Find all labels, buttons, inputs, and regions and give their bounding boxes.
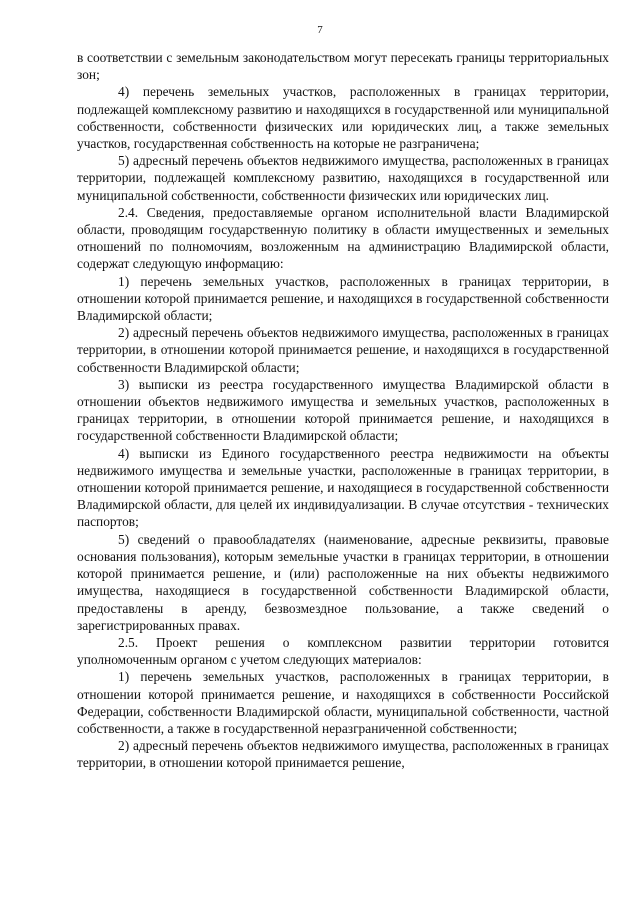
paragraph-2-4-item-3: 3) выписки из реестра государственного имущества Владимирской области в отношении объектов недвижимого имущества и земельных участков, расположенных в границах территории, в отношении которой принимается решение, и находящихся в государственной собственности Владимирской области; bbox=[77, 376, 609, 444]
paragraph-2-4-item-5: 5) сведений о правообладателях (наименование, адресные реквизиты, правовые основания пользования), которым земельные участки в границах территории, в отношении которой принимается решение, и (или) расположенные на них объекты недвижимого имущества, находящиеся в государственной собственности Владимирской области, предоставлены в аренду, безвозмездное пользование, а также сведений о зарегистрированных правах. bbox=[77, 531, 609, 633]
paragraph-2-4-item-4: 4) выписки из Единого государственного реестра недвижимости на объекты недвижимого имущества и земельные участки, расположенные в границах территории, в отношении которой принимается решение, и находящиеся в государственной собственности Владимирской области, для целей их индивидуализации. В случае отсутствия - технических паспортов; bbox=[77, 445, 609, 530]
document-body bbox=[77, 49, 609, 772]
paragraph-item-5: 5) адресный перечень объектов недвижимого имущества, расположенных в границах территории, подлежащей комплексному развитию, находящихся в государственной или муниципальной собственности, собственности физических или юридических лиц. bbox=[77, 153, 609, 203]
paragraph-section-2-5: 2.5. Проект решения о комплексном развитии территории готовится уполномоченным органом с учетом следующих материалов: bbox=[77, 634, 609, 668]
paragraph-2-5-item-1: 1) перечень земельных участков, расположенных в границах территории, в отношении которой принимается решение, и находящихся в собственности Российской Федерации, собственности Владимирской области, муниципальной собственности, частной собственности, а также в государственной неразграниченной собственности; bbox=[77, 669, 609, 736]
paragraph-2-4-item-2: 2) адресный перечень объектов недвижимого имущества, расположенных в границах территории, в отношении которой принимается решение, и находящихся в государственной собственности Владимирской области; bbox=[77, 325, 609, 375]
paragraph-2-4-item-1: 1) перечень земельных участков, расположенных в границах территории, в отношении которой принимается решение, и находящихся в государственной собственности Владимирской области; bbox=[77, 273, 609, 324]
paragraph-2-5-item-2: 2) адресный перечень объектов недвижимого имущества, расположенных в границах территории, в отношении которой принимается решение, bbox=[77, 738, 609, 771]
paragraph-continuation: в соответствии с земельным законодательством могут пересекать границы территориальных зон; bbox=[77, 50, 609, 83]
paragraph-section-2-4: 2.4. Сведения, предоставляемые органом исполнительной власти Владимирской области, проводящим государственную политику в области имущественных и земельных отношений по полномочиям, возложенным на администрацию Владимирской области, содержат следующую информацию: bbox=[77, 204, 609, 272]
page-number: 7 bbox=[317, 24, 323, 36]
paragraph-item-4: 4) перечень земельных участков, расположенных в границах территории, подлежащей комплексному развитию и находящихся в государственной или муниципальной собственности, собственности физических или юридических лиц, а также земельных участков, государственная собственность на которые не разграничена; bbox=[77, 84, 609, 152]
